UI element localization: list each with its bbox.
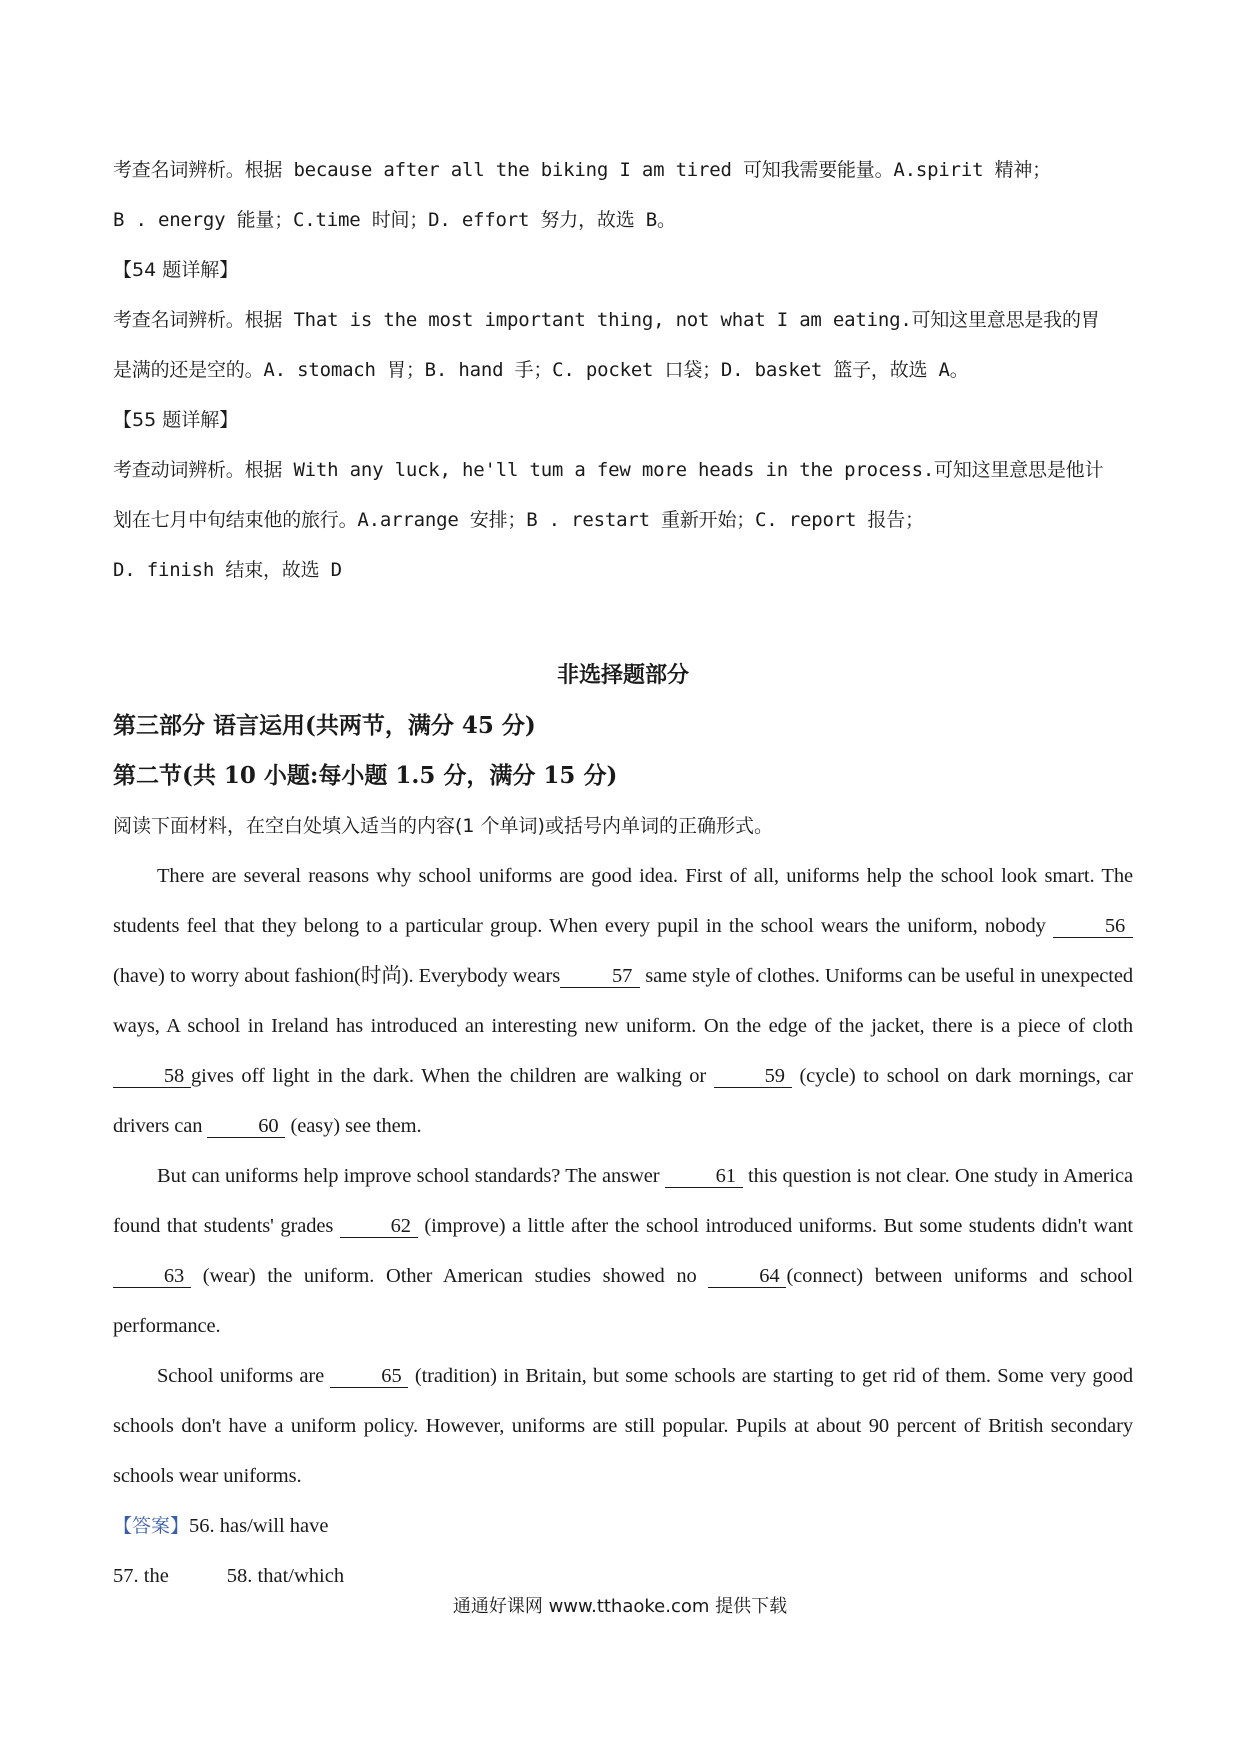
text-run: (wear) the uniform. Other American studies showed no xyxy=(191,1265,709,1287)
q54-explanation-line1: 考查名词辨析。根据 That is the most important thing, not what I am eating.可知这里意思是我的胃 xyxy=(113,309,1100,331)
text-run: (tradition) in Britain, but some schools are starting to get rid of them. Some very good schools don't have a uniform policy. However, uniforms are still popular. Pupils at about 90 percent of British secondary schools wear uniforms. xyxy=(113,1365,1133,1487)
document-page xyxy=(113,145,1133,1601)
blank-57[interactable]: 57 xyxy=(560,965,640,988)
answer-58: 58. that/which xyxy=(226,1565,345,1587)
answer-57: 57. the xyxy=(113,1565,169,1587)
q53-explanation-line2: B . energy 能量；C.time 时间；D. effort 努力，故选 B。 xyxy=(113,209,676,231)
answer-line-1 xyxy=(113,1501,1133,1551)
text-run: There are several reasons why school uniforms are good idea. First of all, uniforms help the school look smart. The students feel that they belong to a particular group. When every pupil in the school wears the uniform, nobody xyxy=(113,865,1133,937)
text-run: (cycle) to school on dark mornings, car drivers can xyxy=(113,1065,1134,1137)
blank-58[interactable]: 58 xyxy=(113,1065,191,1088)
text-run: gives off light in the dark. When the children are walking or xyxy=(191,1065,714,1087)
text-run: (have) to worry about fashion(时尚). Everybody wears xyxy=(113,965,561,987)
q55-heading: 【55 题详解】 xyxy=(113,409,239,431)
blank-65[interactable]: 65 xyxy=(330,1365,408,1388)
text-run: this question is not clear. One study in America found that students' grades xyxy=(113,1165,1133,1237)
blank-59[interactable]: 59 xyxy=(714,1065,792,1088)
passage xyxy=(113,851,1133,1501)
q55-explanation-line2: 划在七月中旬结束他的旅行。A.arrange 安排；B . restart 重新开始；C. report 报告； xyxy=(113,509,924,531)
answer-56: 56. has/will have xyxy=(189,1515,329,1537)
text-run: (easy) see them. xyxy=(285,1115,422,1137)
blank-62[interactable]: 62 xyxy=(340,1215,418,1238)
section-title: 非选择题部分 xyxy=(556,662,689,688)
subpart-heading: 第二节(共 10 小题:每小题 1.5 分，满分 15 分) xyxy=(113,762,618,789)
paragraph-2 xyxy=(113,1151,1133,1351)
blank-64[interactable]: 64 xyxy=(708,1265,786,1288)
text-run: But can uniforms help improve school standards? The answer xyxy=(157,1165,665,1187)
blank-63[interactable]: 63 xyxy=(113,1265,191,1288)
paragraph-1 xyxy=(113,851,1133,1151)
blank-56[interactable]: 56 xyxy=(1053,915,1133,938)
q55-explanation-line1: 考查动词辨析。根据 With any luck, he'll tum a few more heads in the process.可知这里意思是他计 xyxy=(113,459,1104,481)
page-footer: 通通好课网 www.tthaoke.com 提供下载 xyxy=(452,1596,788,1617)
q54-explanation-line2: 是满的还是空的。A. stomach 胃；B. hand 手；C. pocket 口袋；D. basket 篮子，故选 A。 xyxy=(113,359,969,381)
text-run: same style of clothes. Uniforms can be useful in unexpected ways, A school in Ireland has introduced an interesting new uniform. On the edge of the jacket, there is a piece of cloth xyxy=(113,965,1133,1037)
blank-61[interactable]: 61 xyxy=(665,1165,743,1188)
part-heading: 第三部分 语言运用(共两节，满分 45 分) xyxy=(113,712,536,739)
paragraph-3 xyxy=(113,1351,1133,1501)
q54-heading: 【54 题详解】 xyxy=(113,259,239,281)
q55-explanation-line3: D. finish 结束，故选 D xyxy=(113,559,342,581)
text-run: (improve) a little after the school introduced uniforms. But some students didn't want xyxy=(417,1215,1133,1237)
answer-tag: 【答案】 xyxy=(113,1515,190,1537)
blank-60[interactable]: 60 xyxy=(207,1115,285,1138)
instruction: 阅读下面材料，在空白处填入适当的内容(1 个单词)或括号内单词的正确形式。 xyxy=(113,815,773,837)
text-run: (connect) between uniforms and school performance. xyxy=(113,1265,1133,1337)
q53-explanation-line1: 考查名词辨析。根据 because after all the biking I am tired 可知我需要能量。A.spirit 精神； xyxy=(113,159,1051,181)
text-run: School uniforms are xyxy=(157,1365,331,1387)
